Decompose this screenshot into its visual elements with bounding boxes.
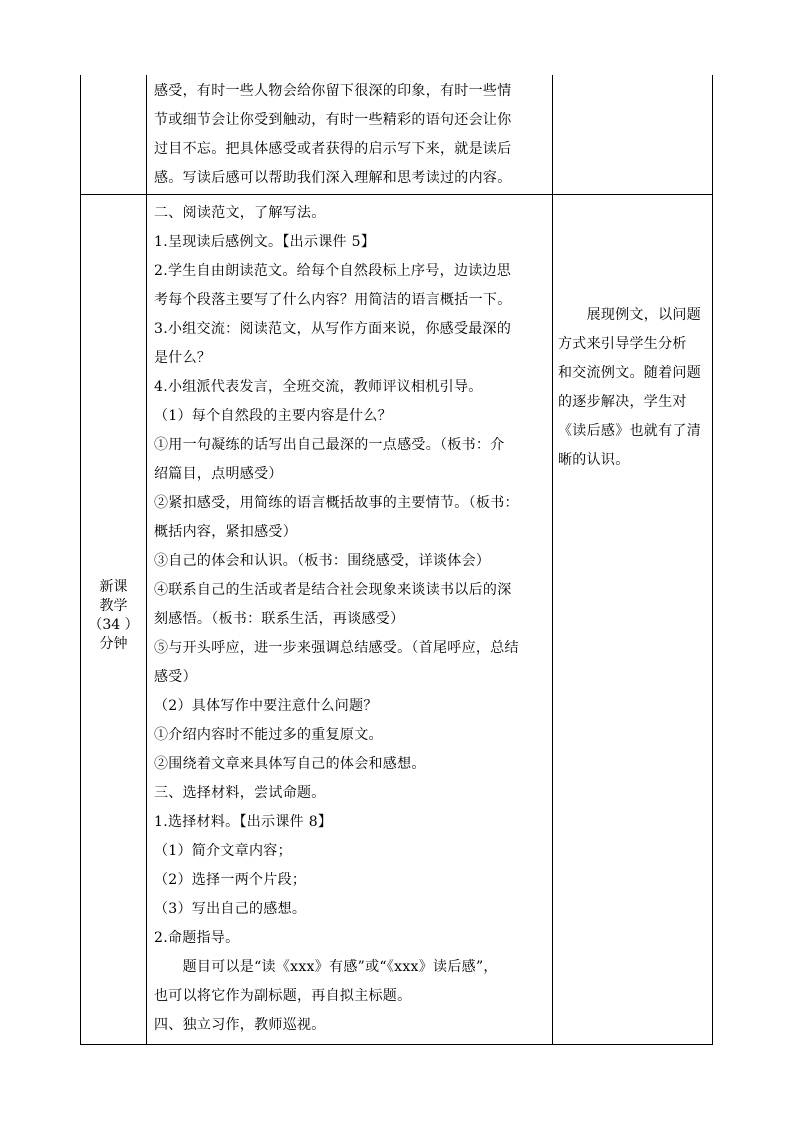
content-line: （1）每个自然段的主要内容是什么？	[154, 408, 393, 424]
content-line: 1.选择材料。【出示课件 8】	[154, 814, 333, 830]
phase-label: 新课	[99, 579, 128, 595]
table-border-bottom	[80, 1044, 713, 1045]
phase-label: 分钟	[99, 636, 128, 652]
content-line: ①介绍内容时不能过多的重复原文。	[154, 727, 383, 743]
table-border-col2	[146, 75, 147, 1045]
content-line: 二、阅读范文，了解写法。	[154, 205, 326, 221]
content-line: ②围绕着文章来具体写自己的体会和感想。	[154, 756, 426, 772]
content-line: 题目可以是“读《xxx》有感”或“《xxx》读后感”，	[154, 959, 498, 975]
table-border-right	[712, 75, 713, 1045]
table-row-divider	[80, 194, 713, 195]
content-line: ④联系自己的生活或者是结合社会现象来谈读书以后的深	[154, 582, 512, 598]
content-line: （2）选择一两个片段；	[154, 872, 307, 888]
content-line: 考每个段落主要写了什么内容？用简洁的语言概括一下。	[154, 292, 512, 308]
content-line: ②紧扣感受，用简练的语言概括故事的主要情节。（板书：	[154, 495, 519, 511]
content-line: 感受）	[154, 669, 197, 685]
content-line: 过目不忘。把具体感受或者获得的启示写下来，就是读后	[154, 141, 512, 157]
content-line: ①用一句凝练的话写出自己最深的一点感受。（板书：介	[154, 437, 505, 453]
content-line: 也可以将它作为副标题，再自拟主标题。	[154, 988, 412, 1004]
content-line: ⑤与开头呼应，进一步来强调总结感受。（首尾呼应，总结	[154, 640, 519, 656]
row2-content-cell	[154, 199, 550, 1040]
content-line: 4.小组派代表发言，全班交流，教师评议相机引导。	[154, 379, 483, 395]
content-line: 感受，有时一些人物会给你留下很深的印象，有时一些情	[154, 83, 512, 99]
content-line: 概括内容，紧扣感受）	[154, 524, 297, 540]
content-line: 节或细节会让你受到触动，有时一些精彩的语句还会让你	[154, 112, 512, 128]
content-line: 3.小组交流：阅读范文，从写作方面来说，你感受最深的	[154, 321, 512, 337]
phase-duration: （34 ）	[88, 617, 139, 633]
table-border-left	[80, 75, 81, 1045]
content-line: 刻感悟。（板书：联系生活，再谈感受）	[154, 611, 405, 627]
teaching-phase-cell	[81, 578, 146, 654]
content-line: 绍篇目，点明感受）	[154, 466, 283, 482]
content-line: 1.呈现读后感例文。【出示课件 5】	[154, 234, 376, 250]
phase-label: 教学	[99, 598, 128, 614]
row1-content-cell	[154, 77, 550, 193]
row2-intent-cell	[558, 301, 710, 475]
content-line: 三、选择材料，尝试命题。	[154, 785, 326, 801]
lesson-plan-table	[80, 75, 713, 1045]
content-line: 感。写读后感可以帮助我们深入理解和思考读过的内容。	[154, 170, 512, 186]
table-border-col3	[552, 75, 553, 1045]
content-line: ③自己的体会和认识。（板书：围绕感受，详谈体会）	[154, 553, 491, 569]
intent-line: 的逐步解决，学生对	[558, 394, 687, 410]
content-line: （3）写出自己的感想。	[154, 901, 307, 917]
content-line: 四、独立习作，教师巡视。	[154, 1017, 326, 1033]
intent-line: 展现例文，以问题	[558, 307, 701, 323]
intent-line: 《读后感》也就有了清	[558, 423, 701, 439]
content-line: （2）具体写作中要注意什么问题？	[154, 698, 378, 714]
content-line: 2.学生自由朗读范文。给每个自然段标上序号，边读边思	[154, 263, 512, 279]
intent-line: 晰的认识。	[558, 452, 630, 468]
content-line: 2.命题指导。	[154, 930, 240, 946]
intent-line: 和交流例文。随着问题	[558, 365, 701, 381]
content-line: （1）简介文章内容；	[154, 843, 292, 859]
content-line: 是什么？	[154, 350, 212, 366]
intent-line: 方式来引导学生分析	[558, 336, 687, 352]
